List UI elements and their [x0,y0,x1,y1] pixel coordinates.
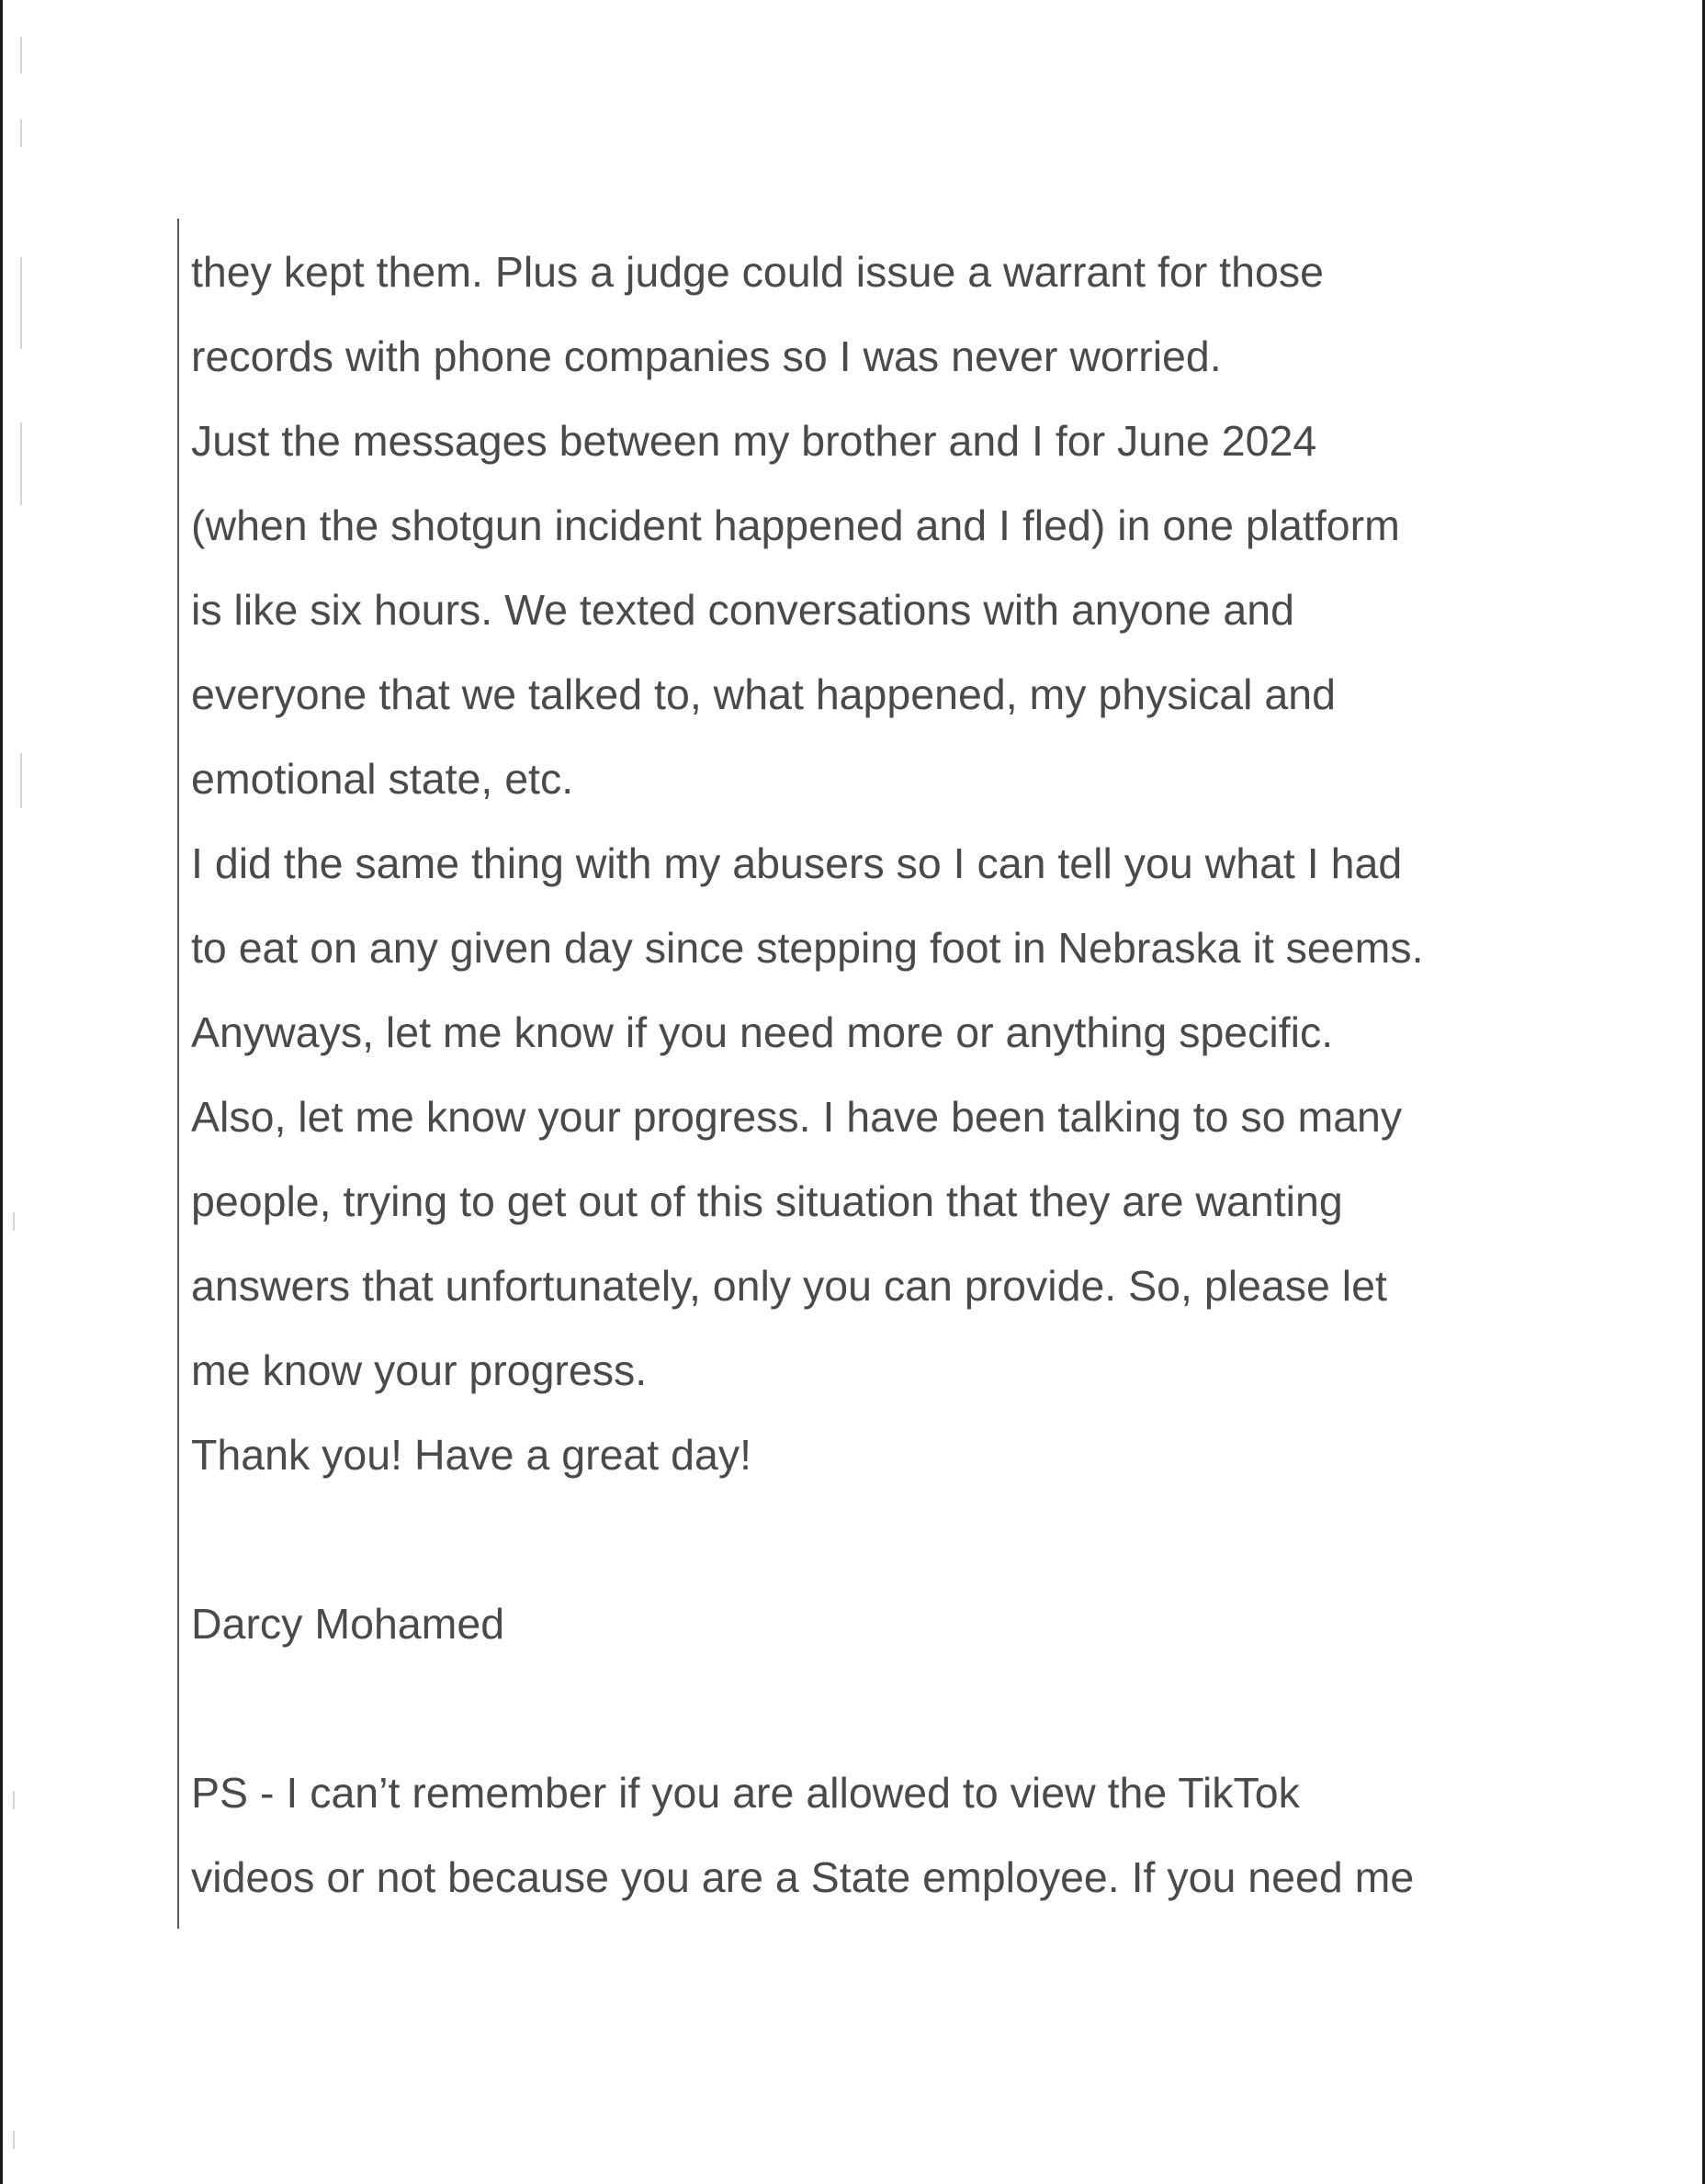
body-line: they kept them. Plus a judge could issue a warrant for those [191,248,1324,296]
scan-artifact [13,1212,15,1231]
scan-artifact [20,119,22,147]
signature: Darcy Mohamed [191,1600,505,1648]
closing-line: Thank you! Have a great day! [191,1431,752,1479]
body-line: is like six hours. We texted conversations with anyone and [191,586,1295,634]
ps-line: PS - I can’t remember if you are allowed to view the TikTok [191,1769,1300,1817]
body-line: Just the messages between my brother and I for June 2024 [191,417,1317,465]
page-left-edge [0,0,3,2184]
quote-bar [177,219,179,1929]
ps-line: videos or not because you are a State employee. If you need me [191,1853,1415,1901]
scan-artifact [13,2131,15,2149]
letter-body [191,230,1587,1919]
body-line: everyone that we talked to, what happened, my physical and [191,670,1336,718]
body-line: me know your progress. [191,1346,648,1394]
body-line: to eat on any given day since stepping foot in Nebraska it seems. [191,924,1424,972]
body-line: I did the same thing with my abusers so I can tell you what I had [191,839,1403,887]
scan-artifact [20,37,22,73]
body-line: Also, let me know your progress. I have been talking to so many [191,1093,1403,1141]
scan-artifact [20,753,22,808]
body-line: answers that unfortunately, only you can provide. So, please let [191,1262,1387,1310]
scan-artifact [13,1791,15,1809]
scan-artifact [20,422,22,505]
body-line: records with phone companies so I was never worried. [191,332,1222,380]
spacer [191,1666,1587,1751]
body-line: people, trying to get out of this situation that they are wanting [191,1177,1343,1225]
body-line: Anyways, let me know if you need more or anything specific. [191,1008,1334,1056]
body-line: emotional state, etc. [191,755,574,803]
scan-artifact [20,257,22,349]
body-line: (when the shotgun incident happened and I fled) in one platform [191,501,1400,549]
spacer [191,1497,1587,1582]
